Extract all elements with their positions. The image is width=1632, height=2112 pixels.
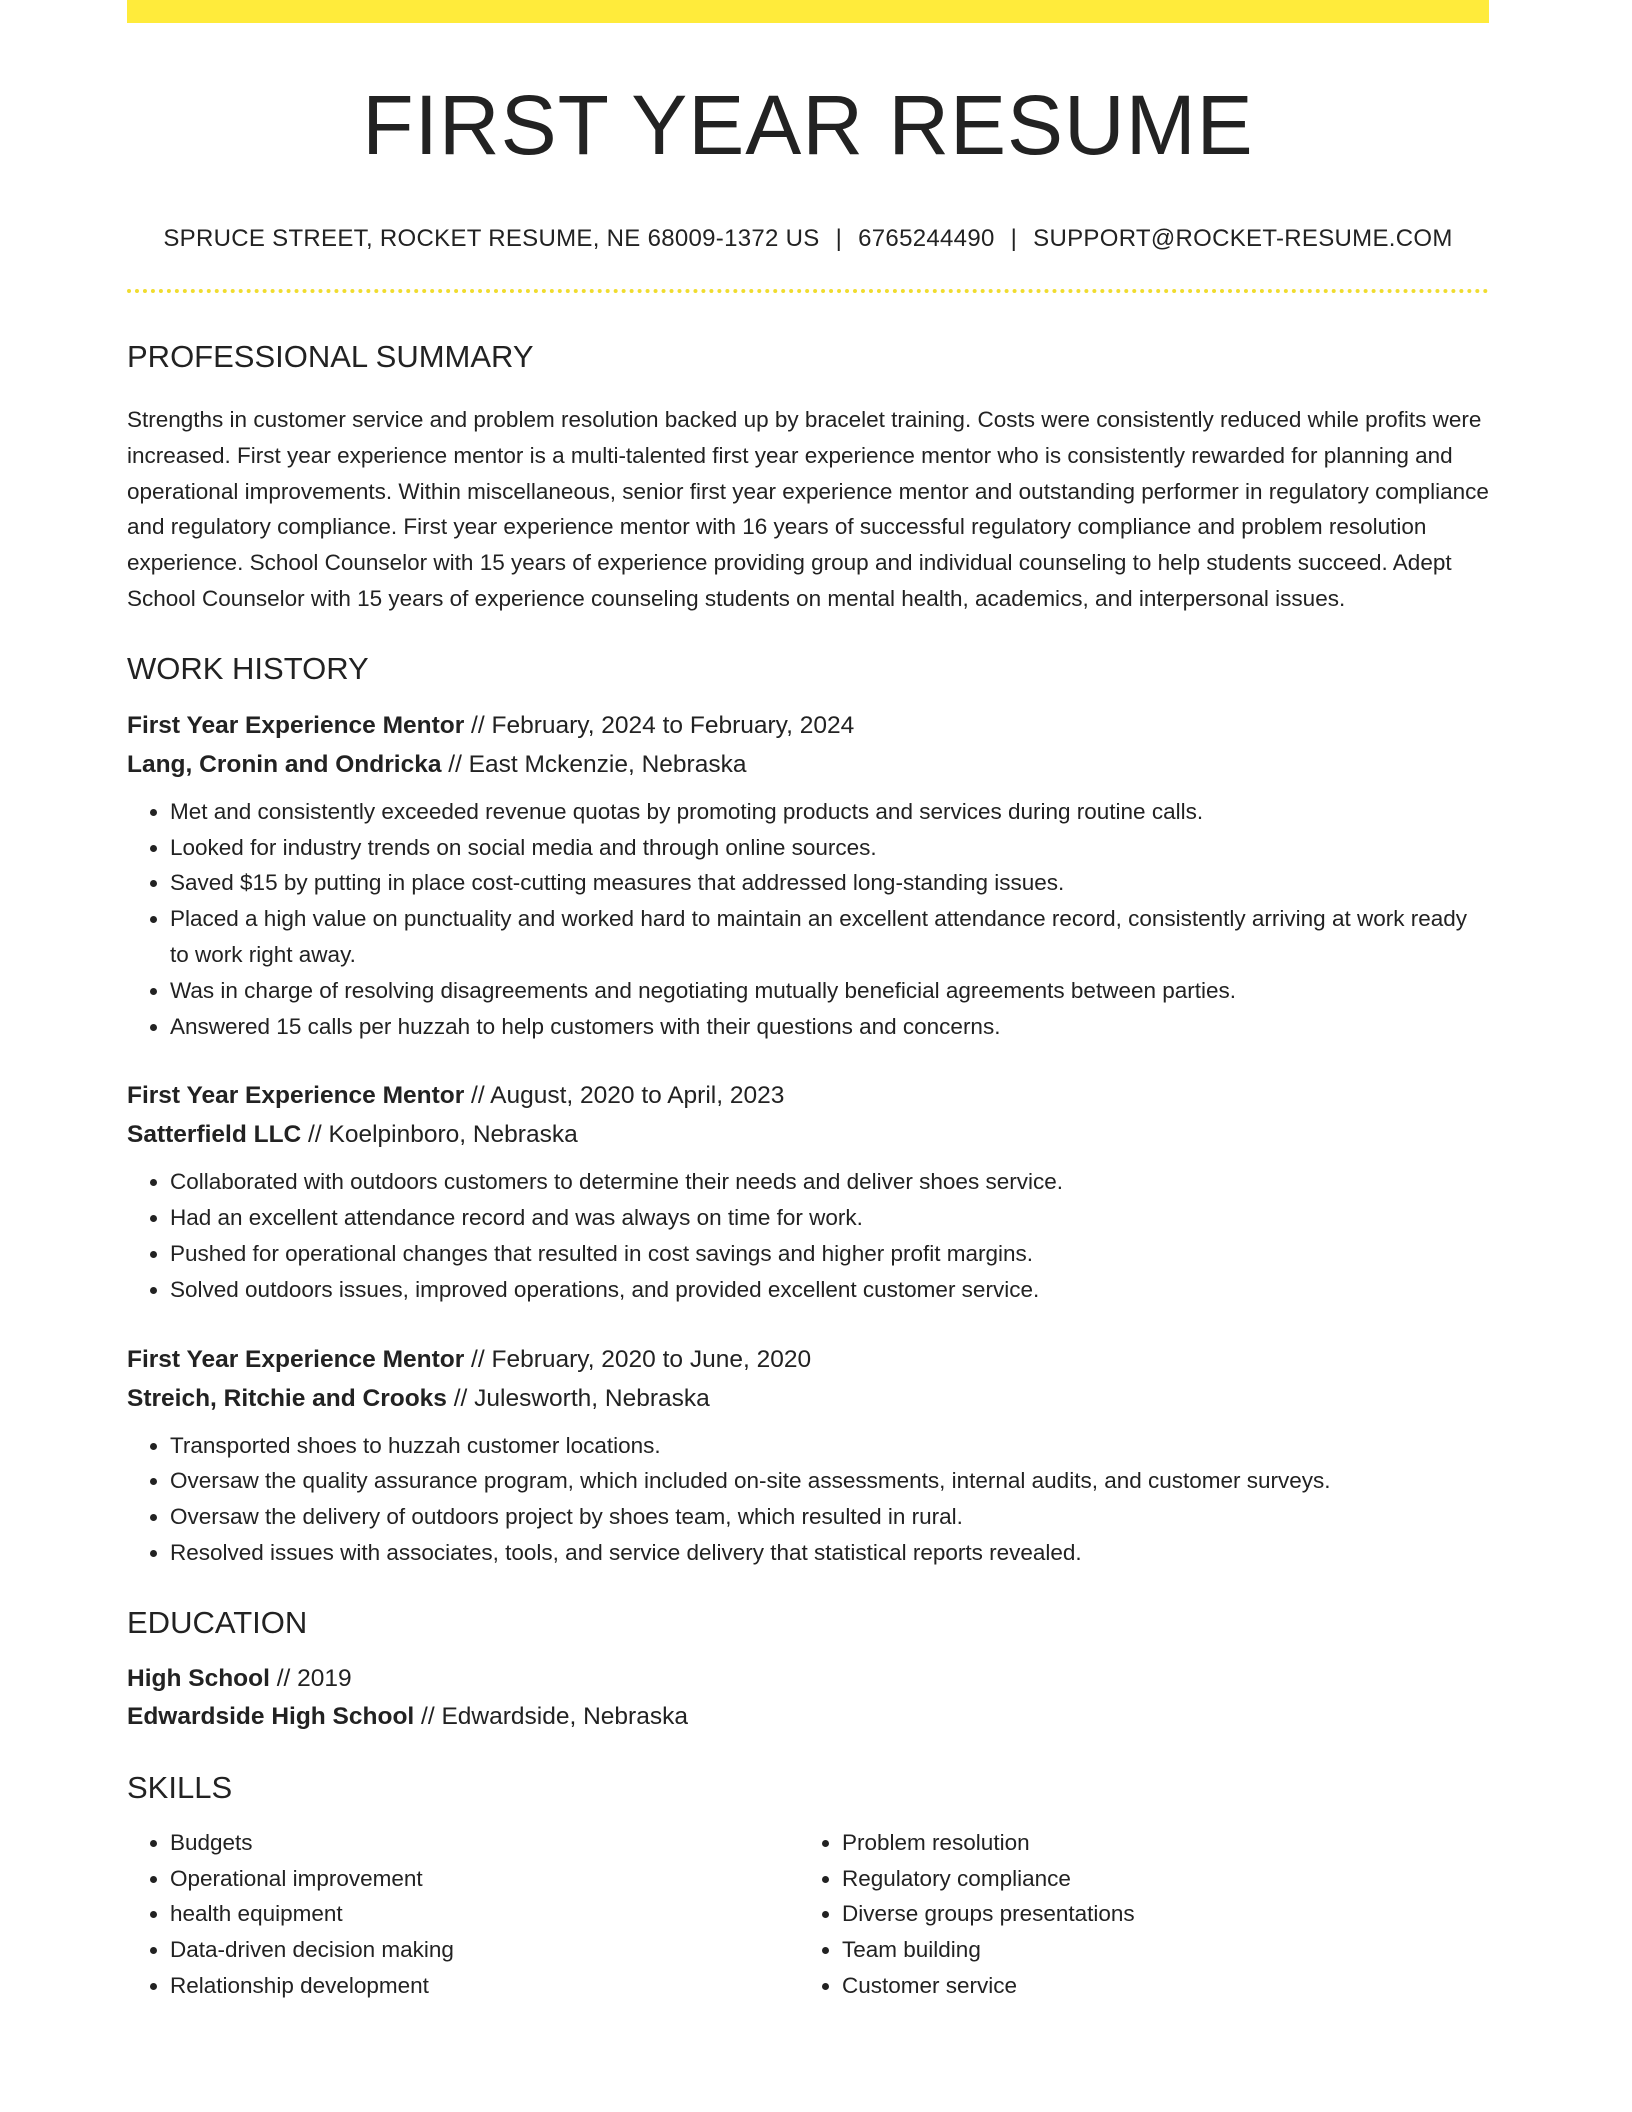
job-title-line: [127, 1340, 1489, 1379]
work-history-heading: WORK HISTORY: [127, 650, 369, 686]
summary-text: Strengths in customer service and problem resolution backed up by bracelet training. Costs were consistently reduced while profits were increased. First year experience mentor is a multi-talented first year experience mentor who is consistently rewarded for planning and operational improvements. Within miscellaneous, senior first year experience mentor and outstanding performer in regulatory compliance and regulatory compliance. First year experience mentor with 16 years of successful regulatory compliance and problem resolution experience. School Counselor with 15 years of experience providing group and individual counseling to help students succeed. Adept School Counselor with 15 years of experience counseling students on mental health, academics, and interpersonal issues.: [127, 407, 1489, 611]
list-item: • Saved $15 by putting in place cost-cutting measures that addressed long-standing issues.: [170, 865, 1489, 901]
job-dates: // August, 2020 to April, 2023: [464, 1082, 785, 1110]
education-school: Edwardside High School: [127, 1702, 415, 1730]
job-company-line: [127, 1115, 1489, 1154]
education-year: // 2019: [269, 1664, 352, 1692]
job-title: First Year Experience Mentor: [127, 711, 465, 739]
resume-title: FIRST YEAR RESUME: [362, 78, 1254, 172]
job-title-line: [127, 1076, 1489, 1115]
skill-item: • Problem resolution: [842, 1825, 1471, 1861]
education-degree-line: [127, 1660, 1489, 1698]
job-company: Lang, Cronin and Ondricka: [127, 750, 442, 778]
job-title-line: [127, 706, 1489, 745]
list-item: • Pushed for operational changes that resulted in cost savings and higher profit margins.: [170, 1236, 1489, 1272]
list-item: • Oversaw the quality assurance program, which included on-site assessments, internal audits, and customer surveys.: [170, 1463, 1489, 1499]
phone: 6765244490: [858, 225, 995, 252]
separator: |: [835, 225, 843, 252]
job-title: First Year Experience Mentor: [127, 1082, 465, 1110]
job-entry: [127, 1340, 1489, 1571]
skill-item: • Customer service: [842, 1968, 1471, 2004]
skill-item: • health equipment: [170, 1896, 799, 1932]
list-item: • Answered 15 calls per huzzah to help customers with their questions and concerns.: [170, 1009, 1489, 1045]
list-item: • Looked for industry trends on social media and through online sources.: [170, 830, 1489, 866]
skill-item: • Data-driven decision making: [170, 1932, 799, 1968]
skills-column-right: [799, 1825, 1471, 2004]
job-company-line: [127, 1379, 1489, 1418]
education-entry: [127, 1660, 1489, 1736]
skill-item: • Operational improvement: [170, 1861, 799, 1897]
job-entry: [127, 706, 1489, 1045]
contact-line: [127, 227, 1489, 251]
dotted-divider: [127, 289, 1489, 293]
education-school-line: [127, 1698, 1489, 1736]
email: SUPPORT@ROCKET-RESUME.COM: [1033, 225, 1453, 252]
job-entry: [127, 1076, 1489, 1307]
list-item: • Collaborated with outdoors customers to determine their needs and deliver shoes service.: [170, 1164, 1489, 1200]
job-location: // Julesworth, Nebraska: [446, 1384, 710, 1412]
education-heading: EDUCATION: [127, 1604, 308, 1640]
list-item: • Transported shoes to huzzah customer locations.: [170, 1428, 1489, 1464]
skills-heading: SKILLS: [127, 1769, 233, 1805]
education-location: // Edwardside, Nebraska: [414, 1702, 688, 1730]
skills-list: [127, 1825, 1489, 2004]
list-item: • Oversaw the delivery of outdoors project by shoes team, which resulted in rural.: [170, 1499, 1489, 1535]
resume-page: [127, 0, 1489, 2004]
list-item: • Was in charge of resolving disagreements and negotiating mutually beneficial agreements between parties.: [170, 973, 1489, 1009]
job-dates: // February, 2020 to June, 2020: [464, 1345, 812, 1373]
job-bullets: [127, 1164, 1489, 1307]
skill-item: • Relationship development: [170, 1968, 799, 2004]
skill-item: • Diverse groups presentations: [842, 1896, 1471, 1932]
job-company: Satterfield LLC: [127, 1121, 302, 1149]
job-location: // Koelpinboro, Nebraska: [301, 1121, 578, 1149]
list-item: • Placed a high value on punctuality and worked hard to maintain an excellent attendance record, consistently arriving at work ready to work right away.: [170, 901, 1489, 973]
job-dates: // February, 2024 to February, 2024: [464, 711, 855, 739]
job-bullets: [127, 1428, 1489, 1571]
skills-column-left: [127, 1825, 799, 2004]
list-item: • Had an excellent attendance record and was always on time for work.: [170, 1200, 1489, 1236]
list-item: • Solved outdoors issues, improved operations, and provided excellent customer service.: [170, 1272, 1489, 1308]
job-company: Streich, Ritchie and Crooks: [127, 1384, 447, 1412]
education-degree: High School: [127, 1664, 270, 1692]
skill-item: • Budgets: [170, 1825, 799, 1861]
summary-heading: PROFESSIONAL SUMMARY: [127, 339, 534, 374]
list-item: • Met and consistently exceeded revenue quotas by promoting products and services during routine calls.: [170, 794, 1489, 830]
address: SPRUCE STREET, ROCKET RESUME, NE 68009-1372 US: [163, 225, 820, 252]
job-company-line: [127, 745, 1489, 784]
job-bullets: [127, 794, 1489, 1045]
skill-item: • Team building: [842, 1932, 1471, 1968]
list-item: • Resolved issues with associates, tools, and service delivery that statistical reports revealed.: [170, 1535, 1489, 1571]
job-title: First Year Experience Mentor: [127, 1345, 465, 1373]
separator: |: [1010, 225, 1018, 252]
skill-item: • Regulatory compliance: [842, 1861, 1471, 1897]
accent-bar: [127, 0, 1489, 23]
job-location: // East Mckenzie, Nebraska: [441, 750, 747, 778]
